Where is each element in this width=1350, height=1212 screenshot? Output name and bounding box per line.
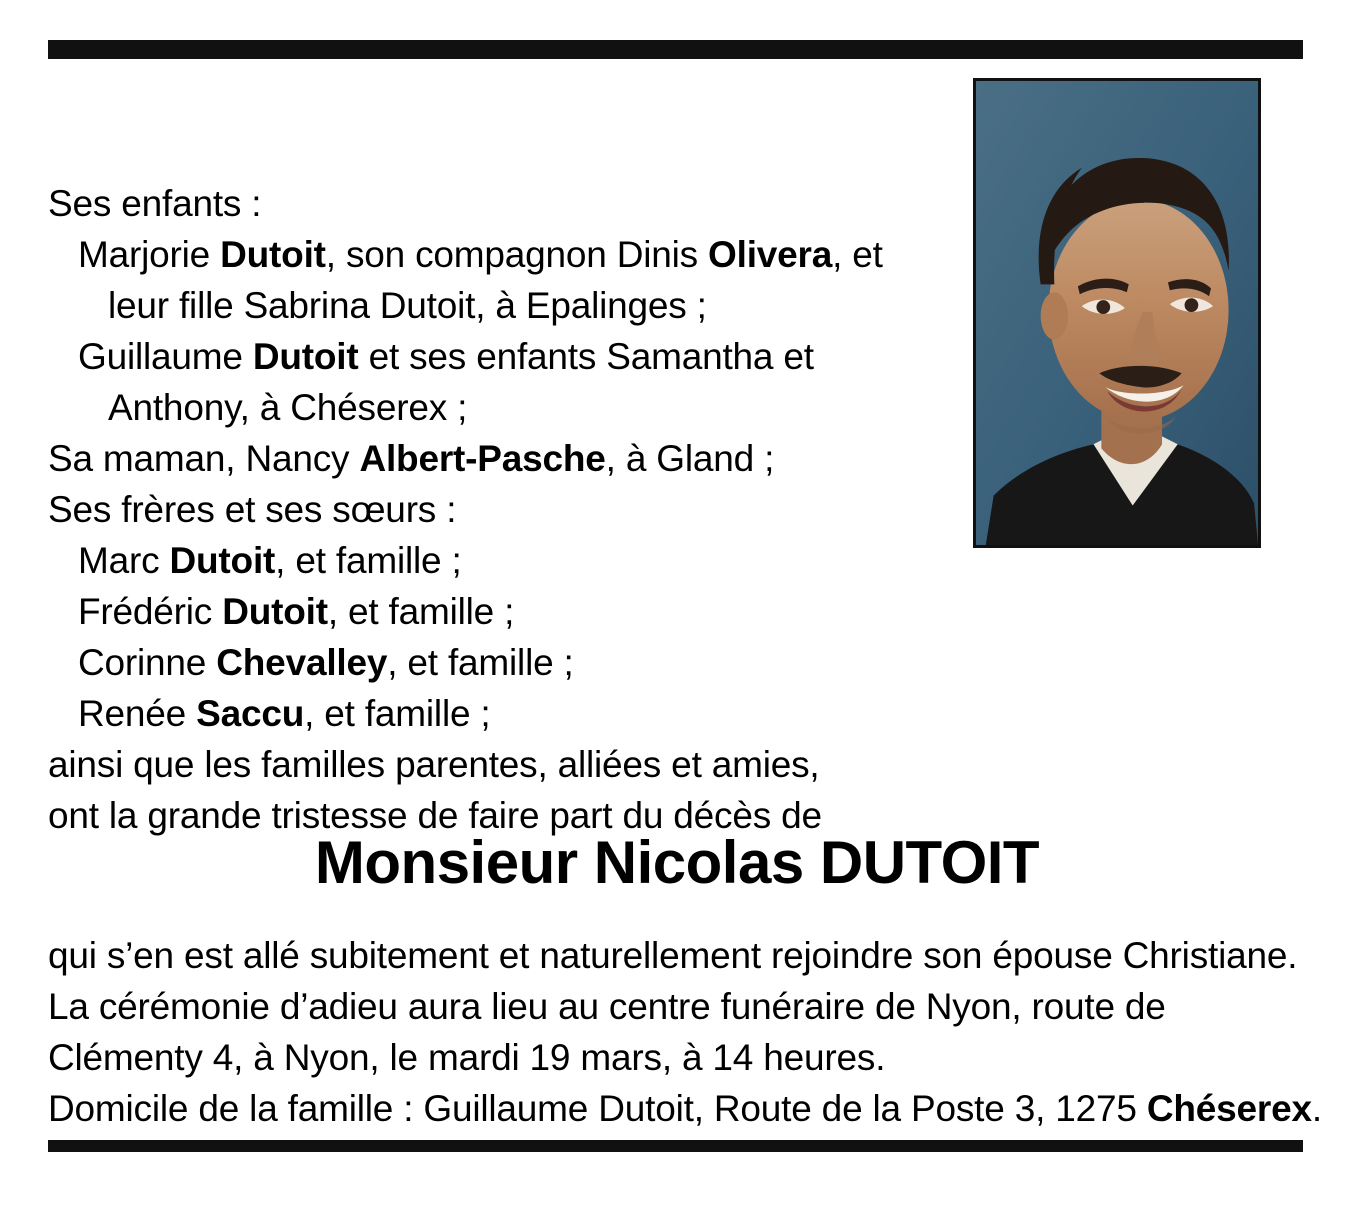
survivor-line bbox=[48, 637, 1306, 688]
text-run: , à Gland ; bbox=[605, 438, 775, 479]
text-run: La cérémonie d’adieu aura lieu au centre funéraire de Nyon, route de bbox=[48, 986, 1166, 1027]
survivors-intro: Ses enfants : bbox=[48, 183, 262, 224]
text-run: qui s’en est allé subitement et naturellement rejoindre son épouse Christiane. bbox=[48, 935, 1298, 976]
emphasized-name: Dutoit bbox=[252, 336, 359, 377]
deceased-name: Monsieur Nicolas DUTOIT bbox=[314, 829, 1040, 896]
text-run: ont la grande tristesse de faire part du décès de bbox=[48, 795, 822, 836]
text-run: Anthony, à Chéserex ; bbox=[108, 387, 468, 428]
emphasized-name: Saccu bbox=[196, 693, 305, 734]
text-run: Ses frères et ses sœurs : bbox=[48, 489, 457, 530]
text-run: Domicile de la famille : Guillaume Dutoit, Route de la Poste 3, 1275 bbox=[48, 1088, 1147, 1129]
survivor-line bbox=[48, 229, 1306, 280]
survivor-line-list bbox=[48, 229, 1306, 841]
text-run: Renée bbox=[78, 693, 197, 734]
text-run: Sa maman, Nancy bbox=[48, 438, 360, 479]
top-rule-divider bbox=[48, 40, 1303, 59]
emphasized-name: Olivera bbox=[708, 234, 833, 275]
closing-text bbox=[48, 930, 1322, 1134]
survivor-line bbox=[48, 331, 1306, 382]
text-run: ainsi que les familles parentes, alliées et amies, bbox=[48, 744, 820, 785]
text-run: leur fille Sabrina Dutoit, à Epalinges ; bbox=[108, 285, 707, 326]
text-run: , et famille ; bbox=[275, 540, 462, 581]
survivor-line bbox=[48, 280, 1306, 331]
text-run: , et famille ; bbox=[327, 591, 515, 632]
survivor-line bbox=[48, 535, 1306, 586]
survivor-line bbox=[48, 433, 1306, 484]
text-run: , et bbox=[832, 234, 883, 275]
emphasized-name: Dutoit bbox=[222, 591, 328, 632]
bottom-rule-divider bbox=[48, 1140, 1303, 1152]
text-run: et ses enfants Samantha et bbox=[358, 336, 814, 377]
text-run: , et famille ; bbox=[387, 642, 574, 683]
text-run: Clémenty 4, à Nyon, le mardi 19 mars, à 14 heures. bbox=[48, 1037, 886, 1078]
emphasized-name: Dutoit bbox=[169, 540, 276, 581]
text-run: Corinne bbox=[78, 642, 217, 683]
text-run: Marc bbox=[78, 540, 170, 581]
survivor-line bbox=[48, 586, 1306, 637]
text-run: Frédéric bbox=[78, 591, 223, 632]
emphasized-name: Chevalley bbox=[216, 642, 388, 683]
emphasized-name: Albert-Pasche bbox=[359, 438, 606, 479]
text-run: , son compagnon Dinis bbox=[325, 234, 709, 275]
closing-line bbox=[48, 1083, 1322, 1134]
text-run: . bbox=[1311, 1088, 1322, 1129]
survivors-text bbox=[48, 178, 1306, 841]
emphasized-name: Dutoit bbox=[220, 234, 326, 275]
text-run: Marjorie bbox=[78, 234, 221, 275]
survivor-line bbox=[48, 739, 1306, 790]
closing-line bbox=[48, 1032, 1316, 1083]
closing-line bbox=[48, 930, 1316, 981]
text-run: , et famille ; bbox=[304, 693, 491, 734]
emphasized-name: Chéserex bbox=[1146, 1088, 1312, 1129]
closing-line-list bbox=[48, 930, 1322, 1134]
survivor-line bbox=[48, 484, 1306, 535]
survivor-line bbox=[48, 688, 1306, 739]
closing-line bbox=[48, 981, 1316, 1032]
survivor-line bbox=[48, 382, 1306, 433]
text-run: Guillaume bbox=[78, 336, 253, 377]
